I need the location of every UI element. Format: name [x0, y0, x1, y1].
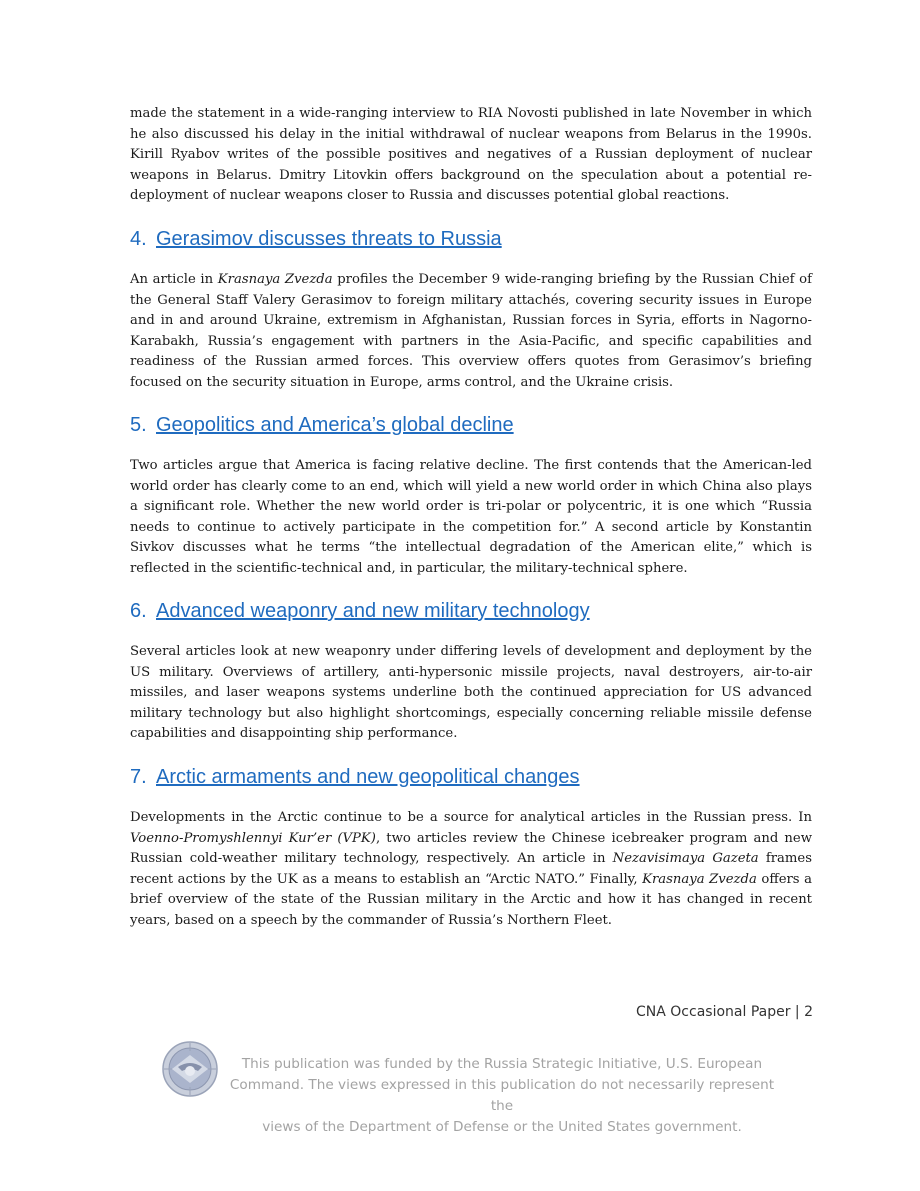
section-5-paragraph: Two articles argue that America is facing relative decline. The first contends that the American-led world order has clearly come to an end, which will yield a new world order in which China also plays a significant role. Whether the new world order is tri-polar or polycentric, it is one which “Russia needs to continue to actively participate in the competition for.” A second article by Konstantin Sivkov discusses what he terms “the intellectual degradation of the American elite,” which is reflected in the scientific-technical and, in particular, the military-technical sphere. — [130, 458, 812, 576]
section-5-number: 5. — [130, 414, 147, 436]
section-5-title-link[interactable]: Geopolitics and America’s global decline — [156, 414, 514, 436]
funding-disclaimer — [222, 1054, 782, 1138]
section-7-paragraph — [130, 808, 812, 931]
section-7-heading — [130, 764, 830, 790]
page-number-footer: CNA Occasional Paper | 2 — [636, 1004, 813, 1020]
intro-paragraph — [130, 104, 812, 207]
intro-text: made the statement in a wide-ranging interview to RIA Novosti published in late November in which he also discussed his delay in the initial withdrawal of nuclear weapons from Belarus in the 1990s. Kirill Ryabov writes of the possible positives and negatives of a Russian deployment of nuclear weapons in Belarus. Dmitry Litovkin offers background on the speculation about a potential re-deployment of nuclear weapons closer to Russia and discusses potential global reactions. — [130, 106, 812, 203]
section-7-text-1: Developments in the Arctic continue to be a source for analytical articles in the Russian press. In — [130, 810, 812, 825]
section-6-body — [130, 642, 812, 745]
section-7-title-link[interactable]: Arctic armaments and new geopolitical changes — [156, 766, 580, 788]
section-7-text-3: frames recent actions by the UK as a means to establish an “Arctic NATO.” Finally, — [130, 851, 813, 887]
section-6-number: 6. — [130, 600, 147, 622]
section-5-heading — [130, 412, 830, 438]
section-4-title-link[interactable]: Gerasimov discusses threats to Russia — [156, 228, 502, 250]
section-6-paragraph: Several articles look at new weaponry under differing levels of development and deployment by the US military. Overviews of artillery, anti-hypersonic missile projects, naval destroyers, air-to-air missiles, and laser weapons systems underline both the continued appreciation for US advanced military technology but also highlight shortcomings, especially concerning reliable missile defense capabilities and disappointing ship performance. — [130, 644, 812, 741]
section-7-text-2: , two articles review the Chinese icebreaker program and new Russian cold-weather military technology, respectively. An article in — [130, 830, 813, 866]
section-7-publication-2: Nezavisimaya Gazeta — [612, 851, 759, 866]
section-4-text-1: An article in — [130, 272, 218, 287]
section-7-body — [130, 808, 812, 931]
disclaimer-line-1: This publication was funded by the Russia Strategic Initiative, U.S. European — [241, 1056, 763, 1072]
section-7-publication-1: Voenno-Promyshlennyi Kur’er (VPK) — [130, 830, 376, 846]
section-6-title-link[interactable]: Advanced weaponry and new military technology — [156, 600, 590, 622]
section-4-heading — [130, 226, 830, 252]
section-5-body — [130, 456, 812, 579]
disclaimer-line-2: Command. The views expressed in this publication do not necessarily represent the — [229, 1077, 775, 1114]
section-4-text-2: profiles the December 9 wide-ranging briefing by the Russian Chief of the General Staff Valery Gerasimov to foreign military attachés, covering security issues in Europe and in and around Ukraine, extremism in Afghanistan, Russian forces in Syria, efforts in Nagorno-Karabakh, Russia’s engagement with partners in the Asia-Pacific, and specific capabilities and readiness of the Russian armed forces. This overview offers quotes from Gerasimov’s briefing focused on the security situation in Europe, arms control, and the Ukraine crisis. — [130, 272, 812, 390]
section-4-body — [130, 270, 812, 393]
section-4-number: 4. — [130, 228, 147, 250]
section-4-publication: Krasnaya Zvezda — [217, 272, 333, 287]
section-7-publication-3: Krasnaya Zvezda — [642, 871, 757, 887]
section-7-text-4: offers a brief overview of the state of the Russian military in the Arctic and how it has changed in recent years, based on a speech by the commander of Russia’s Northern Fleet. — [130, 871, 813, 928]
eucom-seal-icon — [162, 1041, 218, 1097]
disclaimer-line-3: views of the Department of Defense or the United States government. — [262, 1119, 742, 1135]
section-4-paragraph — [130, 270, 812, 393]
section-6-heading — [130, 598, 830, 624]
section-7-number: 7. — [130, 766, 147, 788]
